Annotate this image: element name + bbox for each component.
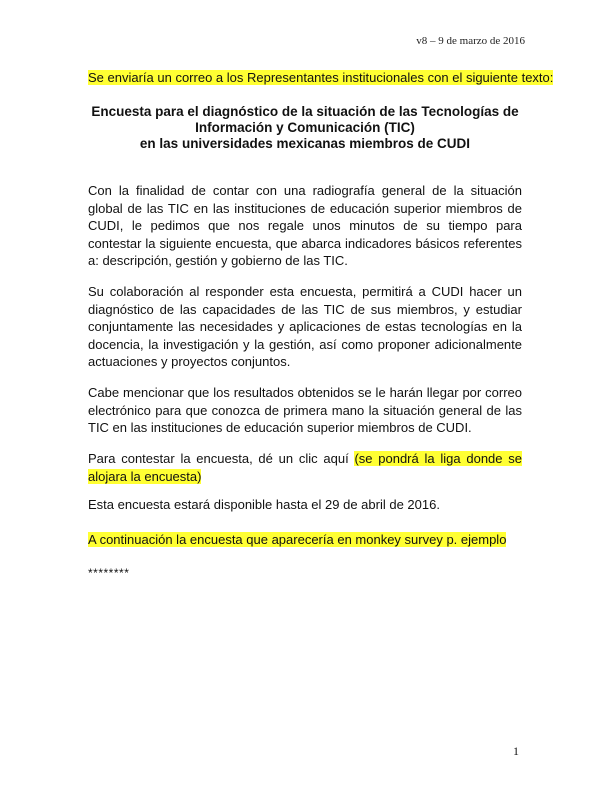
asterisk-separator: ********: [88, 566, 130, 580]
intro-highlight: Se enviaría un correo a los Representantes institucionales con el siguiente texto:: [88, 70, 554, 85]
version-header: v8 – 9 de marzo de 2016: [416, 35, 525, 47]
paragraph-monkey-survey: [88, 531, 522, 549]
survey-title: [80, 104, 530, 152]
paragraph-survey-link: [88, 450, 522, 485]
survey-title-line-1: Encuesta para el diagnóstico de la situación de las Tecnologías de: [91, 104, 519, 119]
monkey-survey-highlight: A continuación la encuesta que aparecería en monkey survey p. ejemplo: [88, 532, 507, 547]
survey-title-line-2: Información y Comunicación (TIC): [195, 120, 415, 135]
paragraph-availability: Esta encuesta estará disponible hasta el 29 de abril de 2016.: [88, 497, 440, 512]
paragraph-results: Cabe mencionar que los resultados obtenidos se le harán llegar por correo electrónico para que conozca de primera mano la situación general de las TIC en las instituciones de educación superior miembros de CUDI.: [88, 385, 522, 435]
survey-link-placeholder[interactable]: (se pondrá la liga donde se alojara la encuesta): [88, 451, 522, 484]
intro-instruction: [88, 70, 553, 86]
survey-link-text: Para contestar la encuesta, dé un clic aquí: [88, 451, 355, 466]
paragraph-collaboration: Su colaboración al responder esta encuesta, permitirá a CUDI hacer un diagnóstico de las capacidades de las TIC de sus miembros, y estudiar conjuntamente las necesidades y aplicaciones de estas tecnologías en la docencia, la investigación y la gestión, así como proponer adicionalmente actuaciones y proyectos conjuntos.: [88, 284, 522, 369]
survey-title-line-3: en las universidades mexicanas miembros de CUDI: [139, 136, 471, 151]
paragraph-purpose: Con la finalidad de contar con una radiografía general de la situación global de las TIC en las instituciones de educación superior miembros de CUDI, le pedimos que nos regale unos minutos de su tiempo para contestar la siguiente encuesta, que abarca indicadores básicos referentes a: descripción, gestión y gobierno de las TIC.: [88, 183, 522, 268]
page-number: 1: [513, 744, 519, 758]
